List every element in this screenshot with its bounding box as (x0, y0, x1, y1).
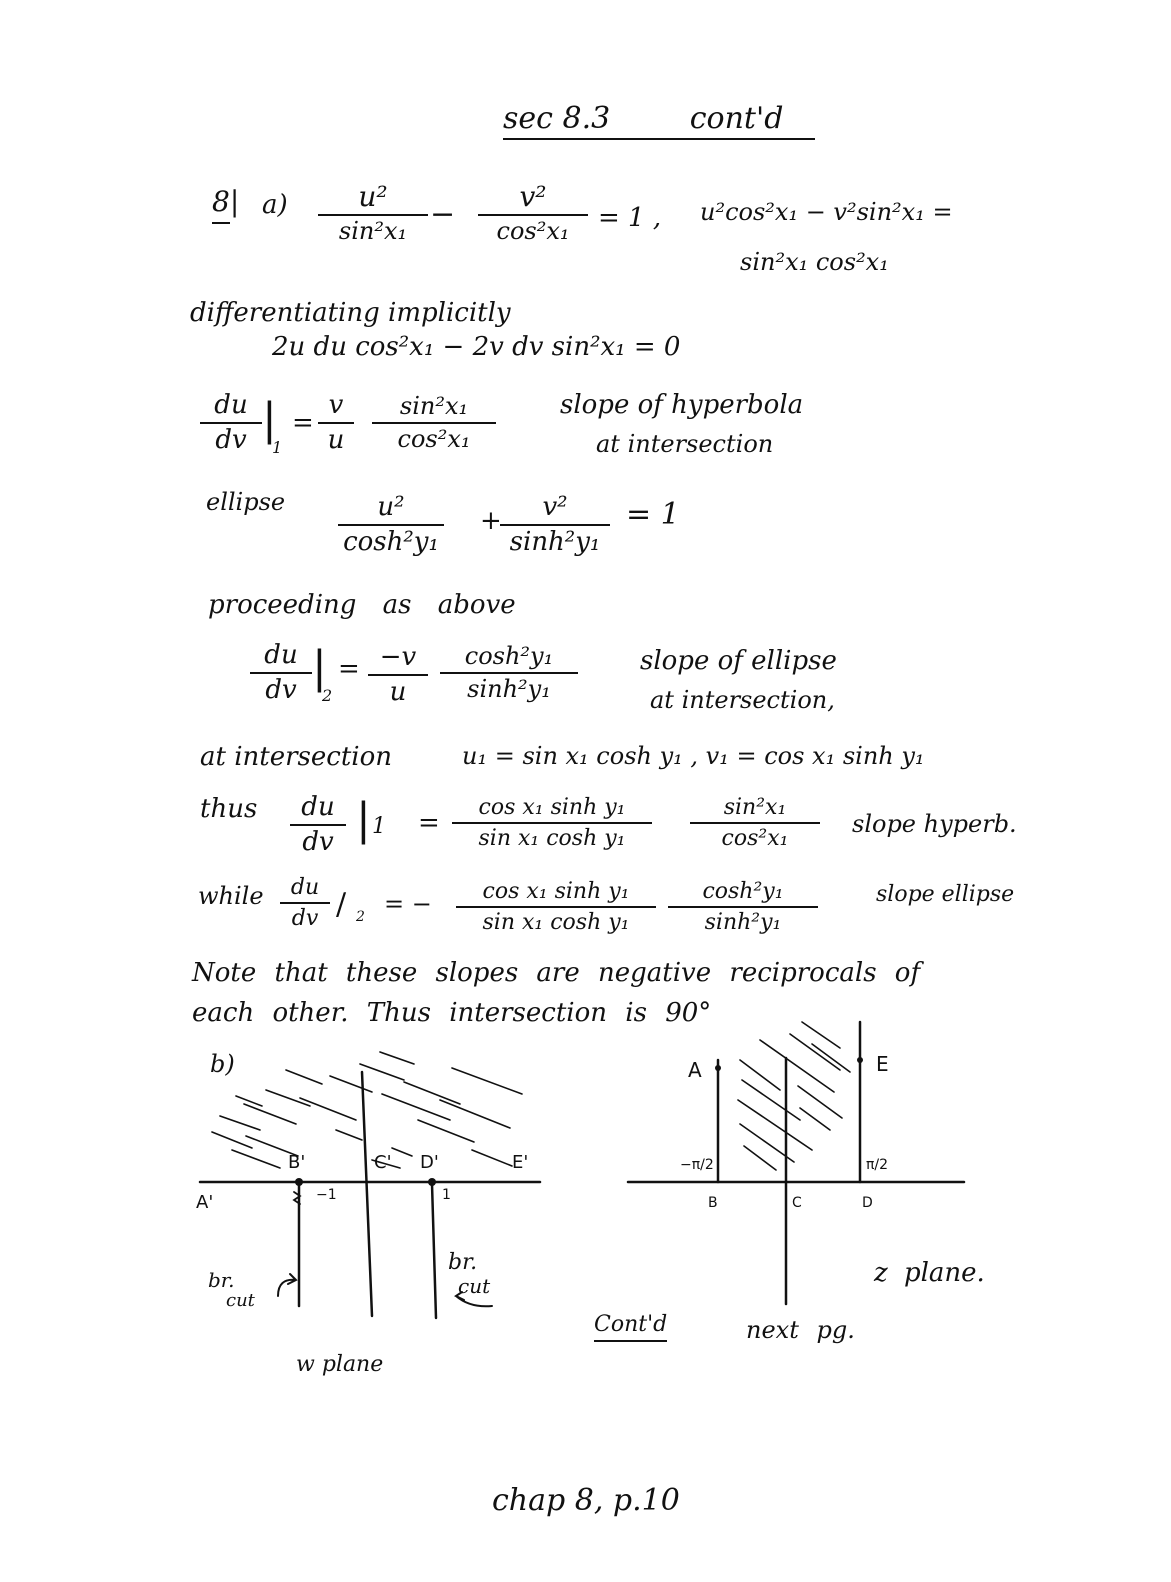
ellipse-rhs: = 1 (626, 497, 680, 532)
thus-f2: sin²x₁ cos²x₁ (690, 796, 820, 850)
thus-eval-bar: | (356, 794, 371, 845)
slope2-lhs: du dv (250, 642, 312, 705)
problem-number: 8| (212, 188, 239, 216)
slope2-eval-bar: | (312, 642, 327, 693)
z-label-d: D (862, 1195, 873, 1211)
w-plane-imag-axis (362, 1072, 372, 1316)
w-label-c1: C' (374, 1152, 392, 1173)
slope2-f1: −v u (368, 644, 428, 707)
w-brcut-right-line1: br. (448, 1250, 478, 1275)
eq1-rhs: = 1 , (598, 203, 662, 233)
w-plane-caption: w plane (296, 1352, 384, 1377)
slope2-desc1: slope of ellipse (640, 646, 837, 676)
thus-label: thus (200, 794, 258, 824)
ellipse-label: ellipse (206, 488, 286, 516)
while-slash: / (336, 887, 347, 922)
slope1-desc1: slope of hyperbola (560, 390, 804, 420)
page-number: chap 8, p.10 (492, 1483, 680, 1518)
part-b-label: b) (210, 1050, 235, 1078)
w-tick-one: 1 (442, 1187, 451, 1203)
slope1-sub: 1 (272, 438, 283, 457)
w-plane-branch-cut-right (432, 1184, 436, 1318)
while-desc: slope ellipse (876, 882, 1015, 907)
ellipse-term1: u² cosh²y₁ (338, 494, 444, 557)
z-label-b: B (708, 1195, 718, 1211)
slope2-eq: = (338, 654, 360, 684)
w-brcut-left-line1: br. (208, 1268, 235, 1292)
while-f1: cos x₁ sinh y₁ sin x₁ cosh y₁ (456, 880, 656, 934)
section-number: sec 8.3 (503, 101, 611, 136)
while-label: while (198, 882, 264, 910)
note-line1: Note that these slopes are negative reciprocals of (192, 958, 921, 988)
thus-f1: cos x₁ sinh y₁ sin x₁ cosh y₁ (452, 796, 652, 850)
w-label-e1: E' (512, 1152, 529, 1173)
w-brcut-right-line2: cut (458, 1274, 491, 1298)
next-page-note: next pg. (746, 1316, 855, 1344)
z-plane-hatching (738, 1022, 850, 1170)
while-sub: 2 (356, 909, 365, 925)
eq1-alt-lhs: u²cos²x₁ − v²sin²x₁ = (700, 198, 953, 226)
ellipse-term2: v² sinh²y₁ (500, 494, 610, 557)
w-brcut-left-line2: cut (226, 1290, 255, 1311)
proceeding-text: proceeding as above (208, 590, 516, 620)
thus-desc: slope hyperb. (852, 810, 1017, 838)
w-tick-minus-one: −1 (316, 1187, 337, 1203)
note-line2: each other. Thus intersection is 90° (192, 998, 712, 1028)
w-label-d1: D' (420, 1152, 439, 1173)
contd-footer: Cont'd (594, 1314, 667, 1342)
w-plane-hatching (212, 1052, 522, 1168)
implicit-label: differentiating implicitly (190, 298, 511, 328)
eq1-minus: − (430, 197, 456, 232)
slope1-f1: v u (318, 392, 354, 455)
thus-sub: 1 (372, 814, 386, 839)
w-label-a1: A' (196, 1192, 214, 1213)
slope1-eval-bar: | (262, 394, 277, 445)
z-plane-point-e (857, 1057, 863, 1063)
z-plane-caption: z plane. (874, 1258, 985, 1288)
contd-label: cont'd (689, 101, 784, 136)
while-f2: cosh²y₁ sinh²y₁ (668, 880, 818, 934)
eq1-term1: u² sin²x₁ (318, 182, 428, 245)
w-plane-point-d (428, 1178, 436, 1186)
z-label-neg-half-pi: −π/2 (680, 1157, 714, 1173)
slope2-desc2: at intersection, (650, 686, 835, 714)
while-lhs: du dv (280, 876, 330, 930)
eq1-alt-rhs: sin²x₁ cos²x₁ (740, 248, 889, 276)
slope1-desc2: at intersection (596, 430, 774, 458)
while-eq: = − (384, 890, 432, 918)
eq1-term2: v² cos²x₁ (478, 182, 588, 245)
z-label-c: C (792, 1195, 802, 1211)
z-label-half-pi: π/2 (866, 1157, 889, 1173)
w-plane-arrow-left (278, 1274, 296, 1296)
w-plane-point-b (295, 1178, 303, 1186)
z-plane-point-a (715, 1065, 721, 1071)
slope1-eq: = (292, 408, 314, 438)
w-label-b1: B' (288, 1152, 306, 1173)
z-label-e: E (876, 1052, 889, 1076)
intersection-equation: u₁ = sin x₁ cosh y₁ , v₁ = cos x₁ sinh y₁ (462, 742, 925, 770)
part-a-label: a) (262, 190, 288, 220)
intersection-label: at intersection (200, 742, 392, 772)
thus-lhs: du dv (290, 794, 346, 857)
slope2-f2: cosh²y₁ sinh²y₁ (440, 644, 578, 702)
slope1-lhs: du dv (200, 392, 262, 455)
slope2-sub: 2 (322, 686, 333, 705)
implicit-equation: 2u du cos²x₁ − 2v dv sin²x₁ = 0 (272, 332, 681, 362)
thus-eq: = (418, 808, 440, 838)
slope1-f2: sin²x₁ cos²x₁ (372, 394, 496, 452)
ellipse-plus: + (480, 506, 502, 536)
z-label-a: A (688, 1058, 702, 1082)
